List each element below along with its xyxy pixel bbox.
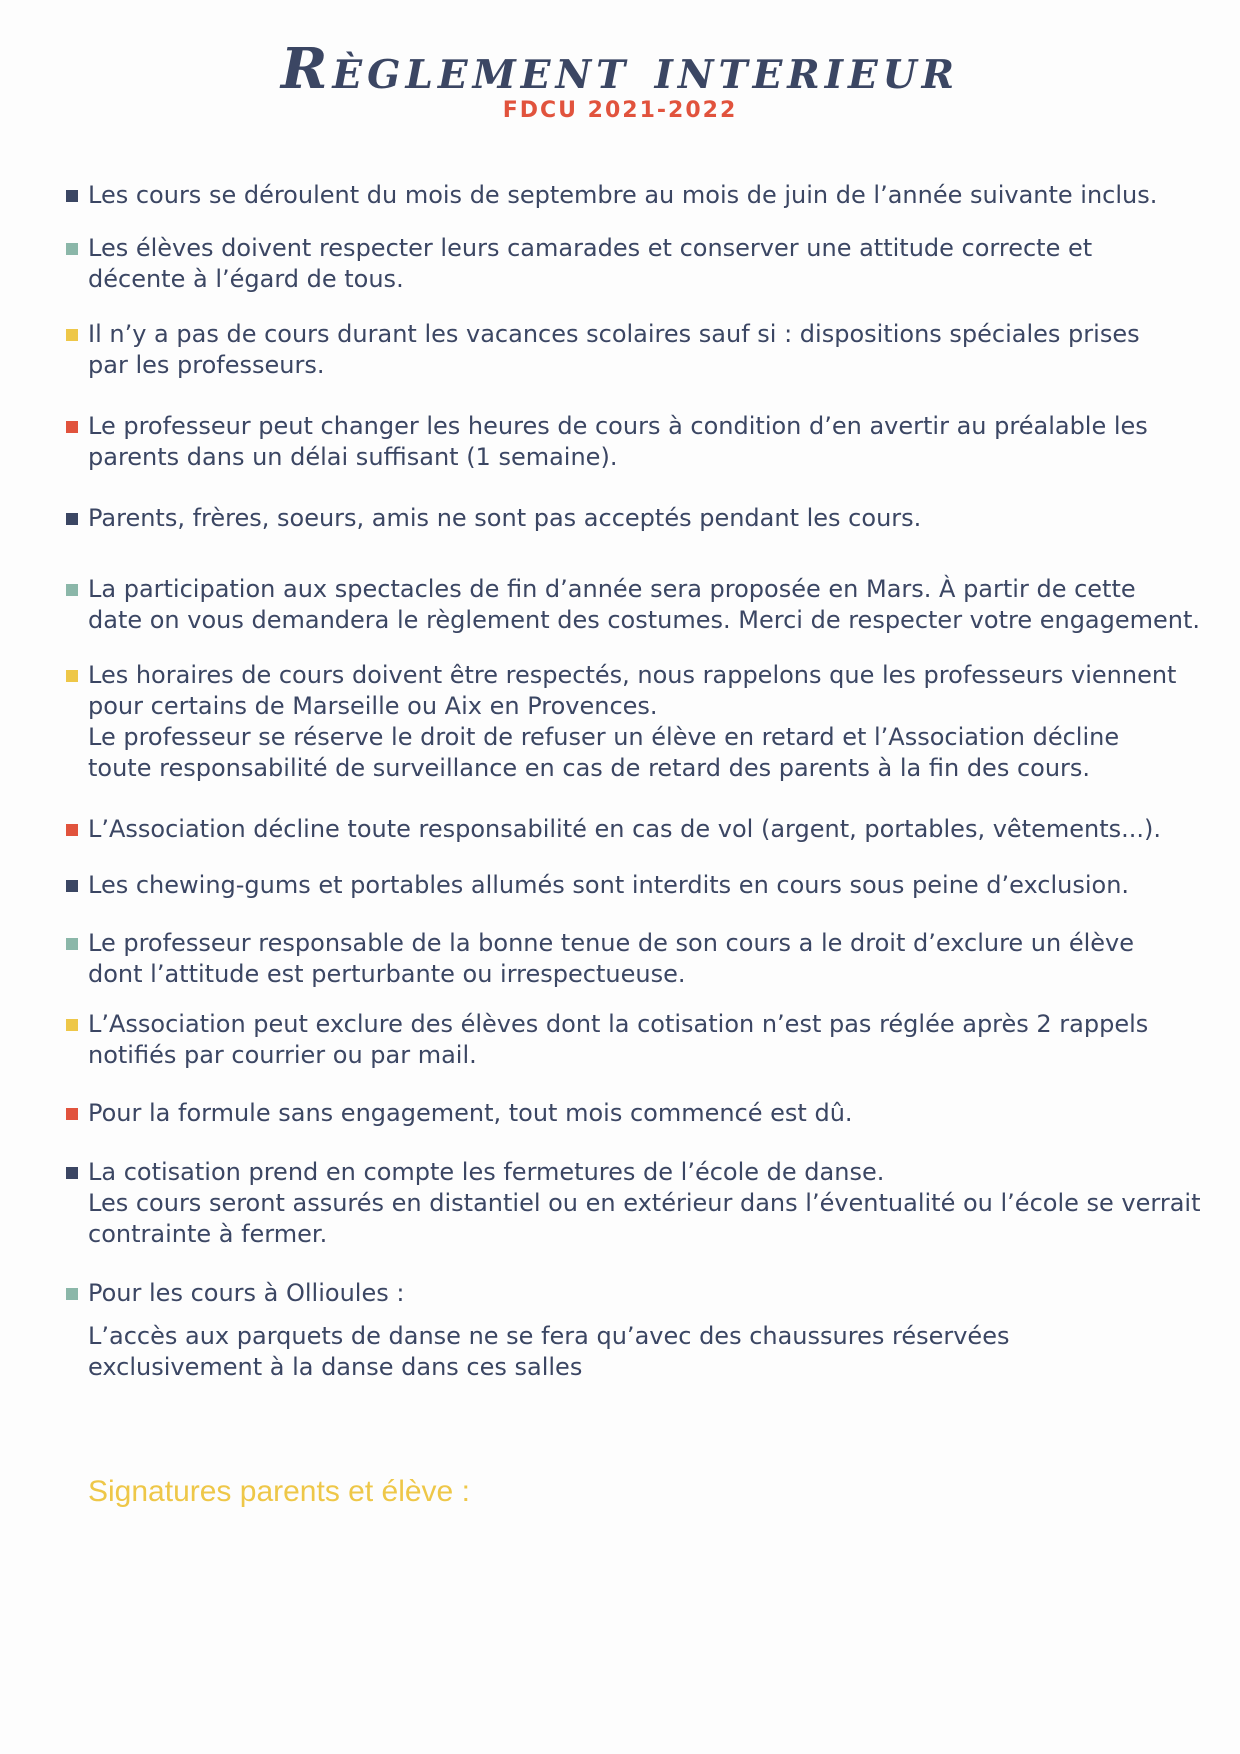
rule-text [88, 319, 1186, 381]
bullet-square-icon [66, 329, 78, 341]
rule-line: Le professeur peut changer les heures de cours à condition d’en avertir au préalable les [88, 412, 1148, 440]
bullet-square-icon [66, 1167, 78, 1179]
rule-line: par les professeurs. [88, 351, 325, 379]
bullet-square-icon [66, 421, 78, 433]
rule-line: L’Association décline toute responsabilité en cas de vol (argent, portables, vêtements...). [88, 815, 1161, 843]
page-subtitle: FDCU 2021-2022 [502, 98, 738, 123]
rule-line: Le professeur responsable de la bonne tenue de son cours a le droit d’exclure un élève [88, 929, 1135, 957]
bullet-square-icon [66, 670, 78, 682]
rule-line: exclusivement à la danse dans ces salles [88, 1353, 583, 1381]
rule-line: La participation aux spectacles de fin d’année sera proposée en Mars. À partir de cette [88, 575, 1136, 603]
rule-text [88, 1157, 1201, 1250]
bullet-square-icon [66, 584, 78, 596]
rule-line: Les horaires de cours doivent être respectés, nous rappelons que les professeurs viennent [88, 661, 1177, 689]
bullet-square-icon [66, 513, 78, 525]
rule-line: Parents, frères, soeurs, amis ne sont pas acceptés pendant les cours. [88, 504, 922, 532]
bullet-square-icon [66, 1108, 78, 1120]
rule-line: date on vous demandera le règlement des costumes. Merci de respecter votre engagement. [88, 606, 1201, 634]
rule-text [88, 233, 1186, 295]
rule-line: décente à l’égard de tous. [88, 265, 404, 293]
rule-line: L’accès aux parquets de danse ne se fera qu’avec des chaussures réservées [88, 1322, 1010, 1350]
bullet-square-icon [66, 938, 78, 950]
rule-text [88, 503, 1186, 534]
rule-line: Il n’y a pas de cours durant les vacances scolaires sauf si : dispositions spéciales prises [88, 320, 1140, 348]
rule-text [88, 1278, 1186, 1383]
rule-line: notifiés par courrier ou par mail. [88, 1041, 477, 1069]
signature-label: Signatures parents et élève : [88, 1475, 470, 1508]
rule-text [88, 574, 1201, 636]
rule-line: parents dans un délai suffisant (1 semaine). [88, 443, 618, 471]
bullet-square-icon [66, 1288, 78, 1300]
bullet-square-icon [66, 190, 78, 202]
rule-line: Les cours se déroulent du mois de septembre au mois de juin de l’année suivante inclus. [88, 181, 1158, 209]
rule-text [88, 660, 1186, 784]
rule-line: dont l’attitude est perturbante ou irrespectueuse. [88, 960, 686, 988]
rule-line: toute responsabilité de surveillance en cas de retard des parents à la fin des cours. [88, 754, 1091, 782]
rule-text [88, 1009, 1186, 1071]
rule-line: Pour la formule sans engagement, tout mois commencé est dû. [88, 1099, 853, 1127]
rule-line: Les chewing-gums et portables allumés sont interdits en cours sous peine d’exclusion. [88, 871, 1130, 899]
rule-text [88, 870, 1186, 901]
rule-text [88, 180, 1186, 211]
document-header [0, 36, 1240, 124]
rule-line: Les élèves doivent respecter leurs camarades et conserver une attitude correcte et [88, 234, 1093, 262]
rule-line: Les cours seront assurés en distantiel ou en extérieur dans l’éventualité ou l’école se verrait [88, 1189, 1201, 1217]
rule-text [88, 1098, 1186, 1129]
rule-text [88, 814, 1186, 845]
rule-line: Pour les cours à Ollioules : [88, 1279, 405, 1307]
rule-line: pour certains de Marseille ou Aix en Provences. [88, 692, 658, 720]
rule-line: Le professeur se réserve le droit de refuser un élève en retard et l’Association décline [88, 723, 1120, 751]
rule-line: La cotisation prend en compte les fermetures de l’école de danse. [88, 1158, 885, 1186]
bullet-square-icon [66, 243, 78, 255]
rule-line: L’Association peut exclure des élèves dont la cotisation n’est pas réglée après 2 rappels [88, 1010, 1149, 1038]
rule-text [88, 928, 1186, 990]
bullet-square-icon [66, 880, 78, 892]
page-title: Règlement interieur [280, 36, 960, 102]
bullet-square-icon [66, 824, 78, 836]
rule-text [88, 411, 1186, 473]
bullet-square-icon [66, 1019, 78, 1031]
rule-line: contrainte à fermer. [88, 1220, 328, 1248]
